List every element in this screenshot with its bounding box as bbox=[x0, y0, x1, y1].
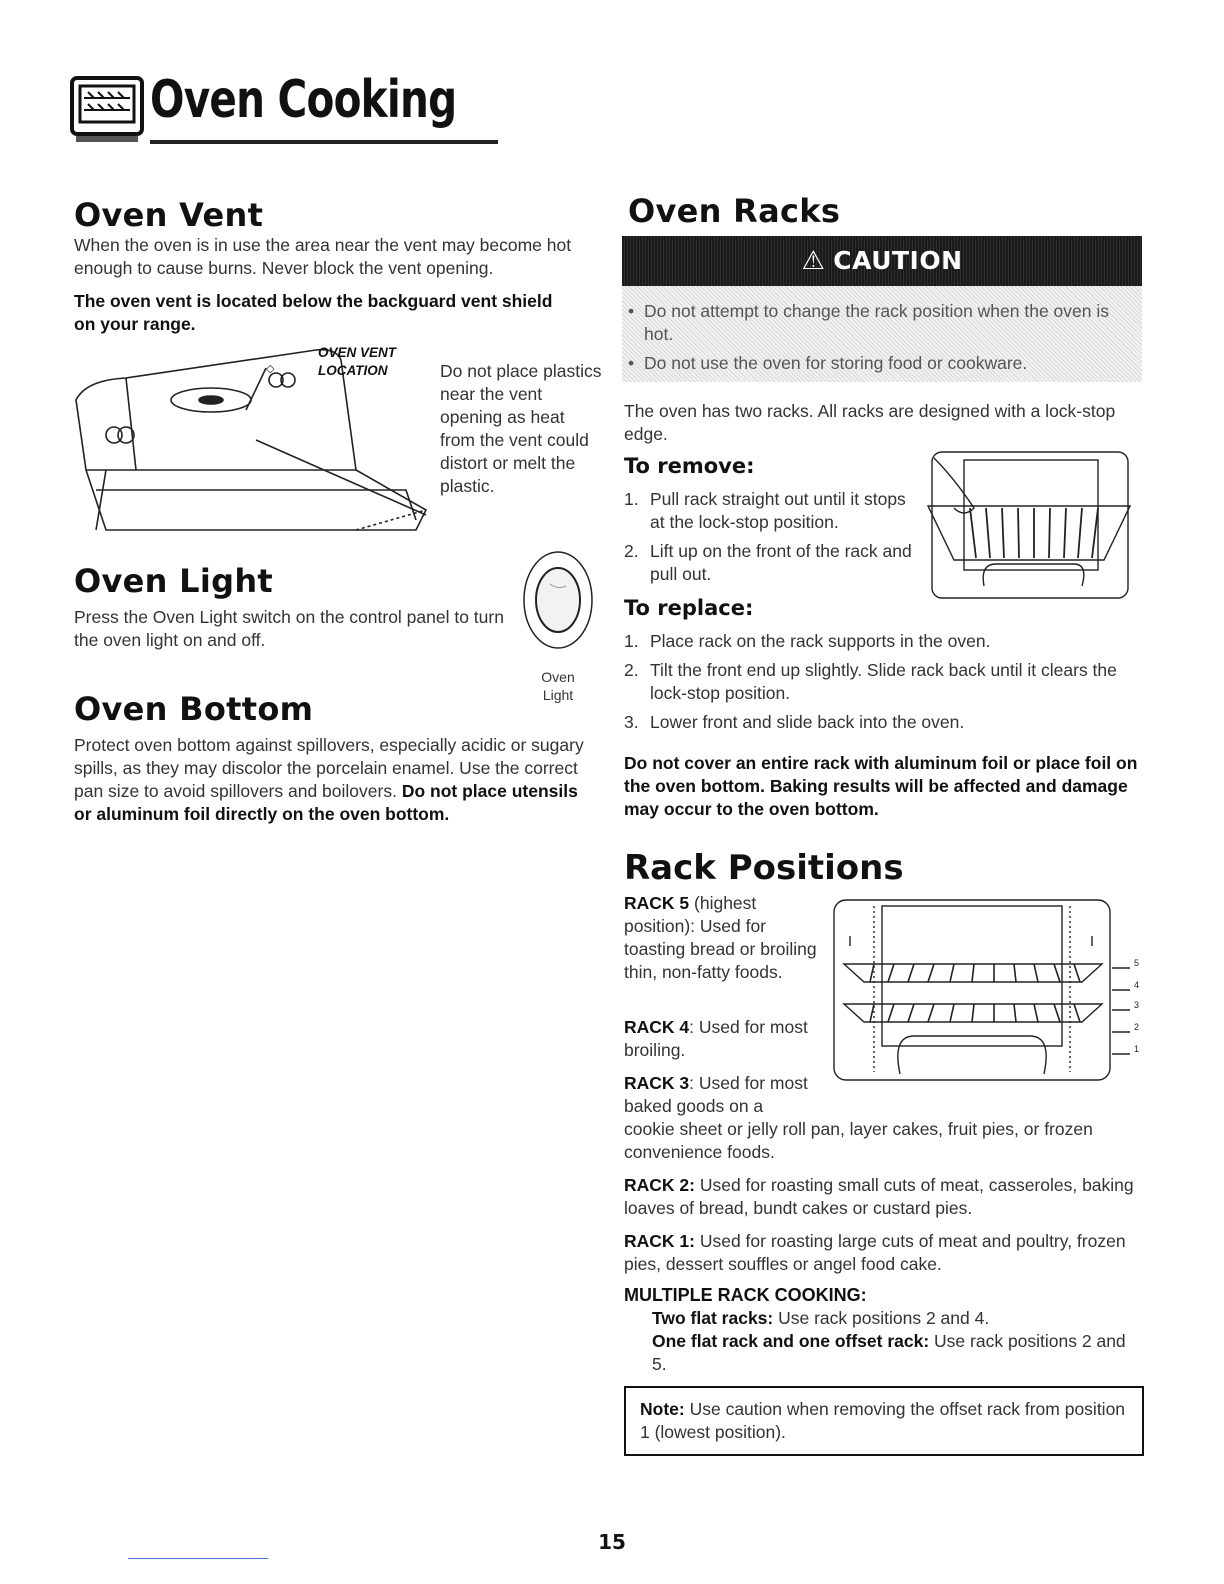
list-item bbox=[624, 630, 1134, 653]
caution-header bbox=[622, 236, 1142, 286]
warning-triangle-icon: ⚠ bbox=[801, 246, 826, 276]
list-item bbox=[624, 488, 924, 534]
page-number: 15 bbox=[598, 1530, 626, 1554]
oven-icon bbox=[66, 76, 148, 150]
replace-steps bbox=[624, 630, 1134, 734]
page-header bbox=[66, 70, 457, 150]
two-flat-label: Two flat racks: bbox=[652, 1308, 774, 1328]
step-number: 2. bbox=[624, 541, 639, 561]
rack2-text: Used for roasting small cuts of meat, casseroles, baking loaves of bread, bundt cakes or custard pies. bbox=[624, 1175, 1134, 1218]
to-replace-heading: To replace: bbox=[624, 596, 754, 620]
page-title: Oven Cooking bbox=[150, 70, 457, 130]
oven-racks-heading: Oven Racks bbox=[628, 192, 841, 230]
oven-racks-intro: The oven has two racks. All racks are designed with a lock-stop edge. bbox=[624, 401, 1116, 444]
rack4-description bbox=[624, 1016, 820, 1062]
rack3-text-a: : Used for most bbox=[689, 1073, 808, 1093]
rack-position-number: 1 bbox=[1134, 1044, 1140, 1054]
rack-position-number: 3 bbox=[1134, 1000, 1140, 1010]
oven-vent-location-note: The oven vent is located below the backguard vent shield on your range. bbox=[74, 291, 553, 334]
rack-positions-heading: Rack Positions bbox=[624, 848, 904, 888]
step-text: Place rack on the rack supports in the oven. bbox=[650, 631, 991, 651]
oven-vent-intro: When the oven is in use the area near the vent may become hot enough to cause burns. Never block the vent opening. bbox=[74, 235, 572, 278]
remove-steps bbox=[624, 488, 924, 586]
oven-light-heading: Oven Light bbox=[74, 562, 274, 600]
caution-item: • Do not use the oven for storing food or cookware. bbox=[622, 352, 1134, 375]
rack-positions-illustration bbox=[830, 896, 1138, 1084]
rack3-line-b: baked goods on a bbox=[624, 1096, 764, 1116]
rack3-line-a bbox=[624, 1072, 834, 1095]
oven-bottom-text bbox=[74, 734, 584, 826]
oven-light-switch-illustration bbox=[520, 548, 596, 658]
one-flat-one-offset bbox=[652, 1330, 1132, 1376]
rack2-label: RACK 2: bbox=[624, 1175, 695, 1195]
list-item bbox=[624, 711, 1134, 734]
rack3-line-c: cookie sheet or jelly roll pan, layer cakes, fruit pies, or frozen convenience foods. bbox=[624, 1119, 1093, 1162]
rack4-label: RACK 4 bbox=[624, 1017, 690, 1037]
two-flat-racks bbox=[652, 1307, 1142, 1330]
step-text: Lower front and slide back into the oven. bbox=[650, 712, 965, 732]
step-number: 2. bbox=[624, 660, 639, 680]
step-text: Lift up on the front of the rack and pull out. bbox=[650, 541, 912, 584]
footer-rule bbox=[128, 1558, 268, 1559]
list-item bbox=[624, 540, 924, 586]
oven-bottom-warning: Do not place utensils or aluminum foil directly on the oven bottom. bbox=[74, 781, 578, 824]
rack1-description bbox=[624, 1230, 1134, 1276]
rack-position-number: 5 bbox=[1134, 958, 1140, 968]
caution-box bbox=[622, 236, 1142, 382]
oven-light-label-line1: Oven bbox=[541, 669, 575, 685]
step-number: 3. bbox=[624, 712, 639, 732]
step-text: Pull rack straight out until it stops at the lock-stop position. bbox=[650, 489, 906, 532]
rack5-description bbox=[624, 892, 820, 984]
note-text: Use caution when removing the offset rack from position 1 (lowest position). bbox=[640, 1399, 1126, 1442]
rack3-label: RACK 3 bbox=[624, 1073, 690, 1093]
rack-position-number: 2 bbox=[1134, 1022, 1140, 1032]
step-number: 1. bbox=[624, 489, 639, 509]
rack2-description bbox=[624, 1174, 1134, 1220]
rack-removal-illustration bbox=[924, 448, 1134, 600]
to-remove-heading: To remove: bbox=[624, 454, 755, 478]
note-label: Note: bbox=[640, 1399, 685, 1419]
list-item bbox=[624, 659, 1134, 705]
step-number: 1. bbox=[624, 631, 639, 651]
oven-vent-plastics-warning: Do not place plastics near the vent opening as heat from the vent could distort or melt the plastic. bbox=[440, 361, 602, 496]
oven-bottom-body: Protect oven bottom against spillovers, especially acidic or sugary spills, as they may discolor the porcelain enamel. Use the correct pan size to avoid spillovers and boilovers. bbox=[74, 735, 584, 801]
foil-warning: Do not cover an entire rack with aluminum foil or place foil on the oven bottom. Baking results will be affected and damage may occur to the oven bottom. bbox=[624, 753, 1138, 819]
oven-light-label-line2: Light bbox=[542, 687, 574, 703]
rack5-label: RACK 5 bbox=[624, 893, 690, 913]
caution-title: CAUTION bbox=[833, 246, 963, 275]
rack1-label: RACK 1: bbox=[624, 1231, 695, 1251]
svg-text:◇: ◇ bbox=[266, 362, 275, 375]
caution-body bbox=[622, 286, 1142, 382]
title-underline bbox=[150, 140, 498, 144]
oven-light-text: Press the Oven Light switch on the control panel to turn the oven light on and off. bbox=[74, 607, 504, 650]
two-flat-text: Use rack positions 2 and 4. bbox=[773, 1308, 990, 1328]
rack4-text: : Used for most broiling. bbox=[624, 1017, 808, 1060]
caution-item: • Do not attempt to change the rack position when the oven is hot. bbox=[622, 300, 1134, 346]
one-flat-label: One flat rack and one offset rack: bbox=[652, 1331, 930, 1351]
rack1-text: Used for roasting large cuts of meat and poultry, frozen pies, dessert souffles or angel food cake. bbox=[624, 1231, 1126, 1274]
oven-vent-heading: Oven Vent bbox=[74, 196, 264, 234]
rack-position-numbers bbox=[1134, 958, 1148, 1066]
multiple-rack-heading: MULTIPLE RACK COOKING: bbox=[624, 1285, 867, 1305]
oven-vent-location-label: OVEN VENT LOCATION bbox=[318, 345, 397, 378]
one-flat-text: Use rack positions 2 and 5. bbox=[652, 1331, 1126, 1374]
oven-light-figure-label bbox=[528, 668, 588, 704]
step-text: Tilt the front end up slightly. Slide rack back until it clears the lock-stop position. bbox=[650, 660, 1117, 703]
rack5-text: (highest position): Used for toasting bread or broiling thin, non-fatty foods. bbox=[624, 893, 817, 982]
note-box bbox=[624, 1386, 1144, 1456]
oven-bottom-heading: Oven Bottom bbox=[74, 690, 314, 728]
rack-position-number: 4 bbox=[1134, 980, 1140, 990]
